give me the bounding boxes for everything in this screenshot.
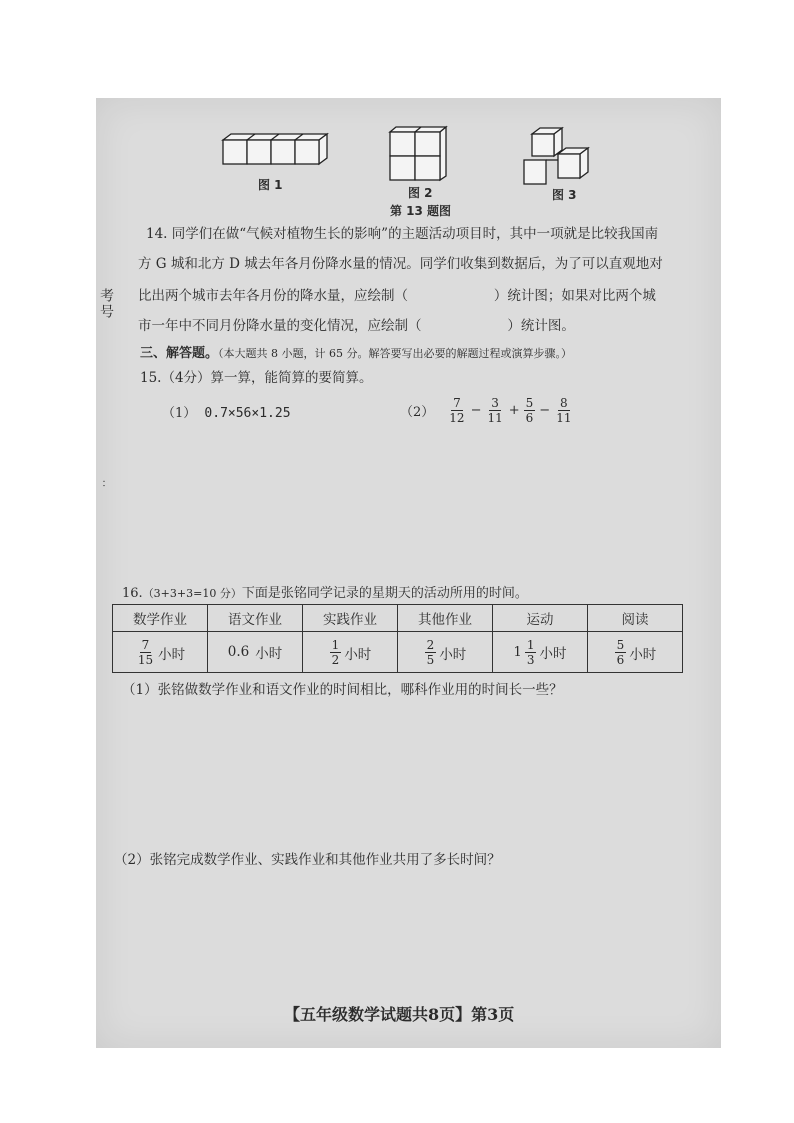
q15-part-1 <box>162 402 291 421</box>
fraction: $\frac{5}{6}$ <box>525 396 534 425</box>
figure-3-cubes <box>520 126 592 188</box>
q15-part-2-label: （2） <box>400 405 435 420</box>
q15-stem: 15.（4分）算一算，能简算的要简算。 <box>140 370 373 386</box>
figure-2-cubes <box>386 124 450 184</box>
q16-score: （3+3+3=10 分） <box>142 587 242 600</box>
value-chinese: 0.6 小时 <box>208 632 303 673</box>
value-practice: $\frac{1}{2}$ 小时 <box>303 632 398 673</box>
value-math: $\frac{7}{15}$ 小时 <box>113 632 208 673</box>
fraction: $\frac{7}{12}$ <box>449 396 465 425</box>
q14-line-1: 14. 同学们在做“气候对植物生长的影响”的主题活动项目时，其中一项就是比较我国南 <box>146 226 659 242</box>
q16-sub-question-1: （1）张铭做数学作业和语文作业的时间相比，哪科作业用的时间长一些？ <box>122 682 563 698</box>
q15-part-1-label: （1） <box>162 406 197 421</box>
header-sport: 运动 <box>493 605 588 632</box>
value-other: $\frac{2}{5}$ 小时 <box>398 632 493 673</box>
header-practice: 实践作业 <box>303 605 398 632</box>
q16-stem <box>122 582 528 601</box>
section-3-title: 三、解答题。 <box>140 346 219 361</box>
value-sport: 1 $\frac{1}{3}$ 小时 <box>493 632 588 673</box>
q15-part-2 <box>400 396 574 425</box>
operator-plus: + <box>508 403 520 418</box>
table-value-row <box>113 632 683 673</box>
q14-line-4: 市一年中不同月份降水量的变化情况，应绘制（ ）统计图。 <box>138 318 575 334</box>
fraction: $\frac{8}{11}$ <box>556 396 572 425</box>
header-math: 数学作业 <box>113 605 208 632</box>
section-3-note: （本大题共 8 小题，计 65 分。解答要写出必要的解题过程或演算步骤。） <box>218 347 572 360</box>
header-reading: 阅读 <box>588 605 683 632</box>
q16-sub-question-2: （2）张铭完成数学作业、实践作业和其他作业共用了多长时间？ <box>114 852 501 868</box>
figure-3-label: 图 3 <box>552 188 577 202</box>
operator-minus: − <box>539 403 551 418</box>
figure-2-label: 图 2 <box>408 186 433 200</box>
page-footer: 【五年级数学试题共8页】第3页 <box>284 1005 515 1024</box>
figure-1-cubes <box>218 130 330 166</box>
value-reading: $\frac{5}{6}$ 小时 <box>588 632 683 673</box>
header-other: 其他作业 <box>398 605 493 632</box>
q16-text: 下面是张铭同学记录的星期天的活动所用的时间。 <box>241 586 528 601</box>
figure-caption: 第 13 题图 <box>390 204 452 218</box>
table-header-row <box>113 605 683 632</box>
q15-part-1-expression: 0.7×56×1.25 <box>204 406 291 421</box>
header-chinese: 语文作业 <box>208 605 303 632</box>
figure-1-label: 图 1 <box>258 178 283 192</box>
side-colon: ： <box>94 480 105 492</box>
q14-line-2: 方 G 城和北方 D 城去年各月份降水量的情况。同学们收集到数据后，为了可以直观地对 <box>138 256 663 272</box>
fraction: $\frac{3}{11}$ <box>487 396 503 425</box>
section-3-heading <box>140 344 572 364</box>
activity-time-table <box>112 604 683 673</box>
q14-line-3: 比出两个城市去年各月份的降水量，应绘制（ ）统计图；如果对比两个城 <box>138 288 656 304</box>
operator-minus: − <box>470 403 482 418</box>
exam-number-label: 考号 <box>98 288 114 320</box>
q16-number: 16. <box>122 586 143 601</box>
